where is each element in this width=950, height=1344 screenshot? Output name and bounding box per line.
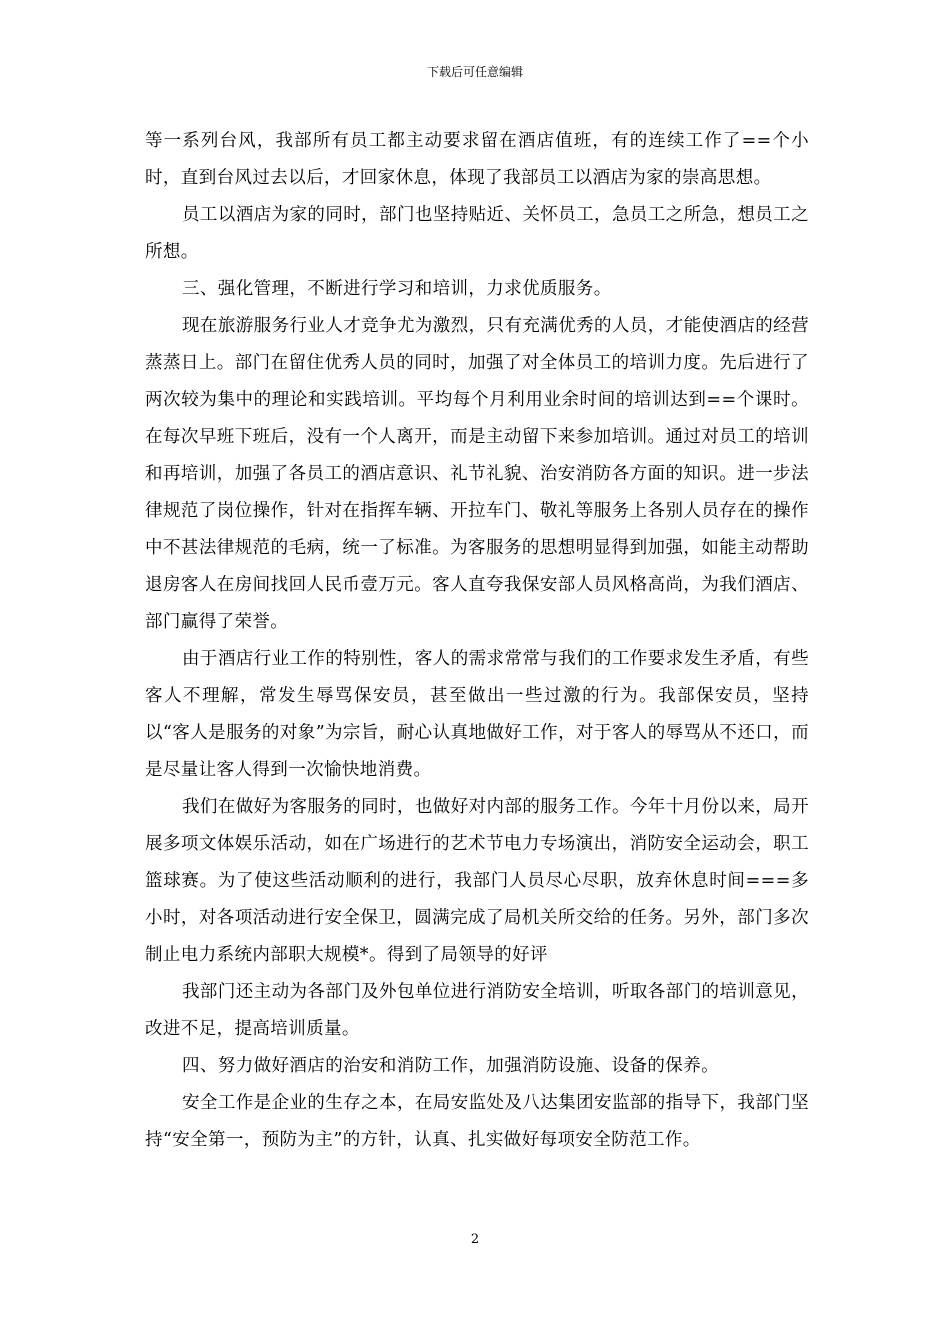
paragraph-5: 由于酒店行业工作的特别性，客人的需求常常与我们的工作要求发生矛盾，有些客人不理解，常发生辱骂保安员，甚至做出一些过激的行为。我部保安员，坚持以“客人是服务的对象”为宗旨，耐心认真地做好工作，对于客人的辱骂从不还口，而是尽量让客人得到一次愉快地消费。	[145, 649, 809, 780]
page-header: 下载后可任意编辑	[426, 65, 523, 79]
page-number: 2	[470, 1232, 480, 1247]
paragraph-7: 我部门还主动为各部门及外包单位进行消防安全培训，听取各部门的培训意见，改进不足，提高培训质量。	[145, 982, 809, 1039]
section-heading-4: 四、努力做好酒店的治安和消防工作，加强消防设施、设备的保养。	[182, 1056, 719, 1076]
paragraph-1: 等一系列台风，我部所有员工都主动要求留在酒店值班，有的连续工作了==个小时，直到台风过去以后，才回家休息，体现了我部员工以酒店为家的崇高思想。	[145, 131, 809, 188]
paragraph-4: 现在旅游服务行业人才竞争尤为激烈，只有充满优秀的人员，才能使酒店的经营蒸蒸日上。部门在留住优秀人员的同时，加强了对全体员工的培训力度。先后进行了两次较为集中的理论和实践培训。平均每个月利用业余时间的培训达到==个课时。在每次早班下班后，没有一个人离开，而是主动留下来参加培训。通过对员工的培训和再培训，加强了各员工的酒店意识、礼节礼貌、治安消防各方面的知识。进一步法律规范了岗位操作，针对在指挥车辆、开拉车门、敬礼等服务上各别人员存在的操作中不甚法律规范的毛病，统一了标准。为客服务的思想明显得到加强，如能主动帮助退房客人在房间找回人民币壹万元。客人直夸我保安部人员风格高尚，为我们酒店、部门赢得了荣誉。	[145, 316, 809, 632]
document-body	[145, 123, 809, 1159]
section-heading-3: 三、强化管理，不断进行学习和培训，力求优质服务。	[182, 279, 612, 299]
paragraph-2: 员工以酒店为家的同时，部门也坚持贴近、关怀员工，急员工之所急，想员工之所想。	[145, 205, 809, 262]
paragraph-6: 我们在做好为客服务的同时，也做好对内部的服务工作。今年十月份以来，局开展多项文体娱乐活动，如在广场进行的艺术节电力专场演出，消防安全运动会，职工篮球赛。为了使这些活动顺利的进行，我部门人员尽心尽职，放弃休息时间===多小时，对各项活动进行安全保卫，圆满完成了局机关所交给的任务。另外，部门多次制止电力系统内部职大规模*。得到了局领导的好评	[145, 797, 809, 965]
paragraph-9: 安全工作是企业的生存之本，在局安监处及八达集团安监部的指导下，我部门坚持“安全第一，预防为主”的方针，认真、扎实做好每项安全防范工作。	[145, 1093, 809, 1150]
